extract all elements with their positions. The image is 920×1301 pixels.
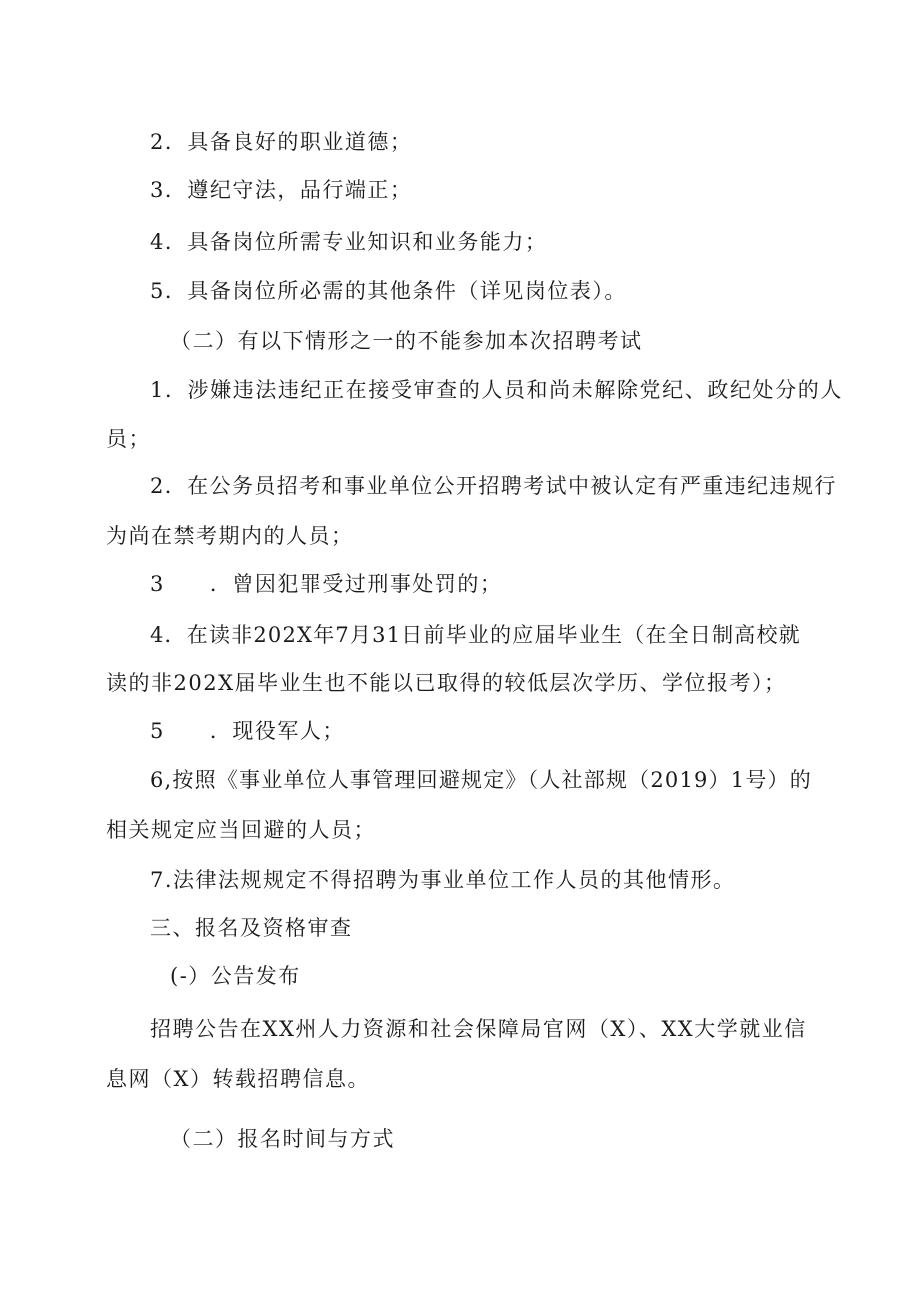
- disqualification-item-3: 3 ．曾因犯罪受过刑事处罚的；: [150, 572, 503, 596]
- condition-item-5: 5．具备岗位所必需的其他条件（详见岗位表）。: [150, 279, 627, 303]
- disqualification-item-6-line1: 6,按照《事业单位人事管理回避规定》（人社部规（2019）1号）的: [150, 768, 812, 792]
- subsection-heading-announcement: (-）公告发布: [170, 964, 301, 988]
- disqualification-item-5: 5 ．现役军人；: [150, 719, 345, 743]
- disqualification-item-4-line1: 4．在读非202X年7月31日前毕业的应届毕业生（在全日制高校就: [150, 623, 801, 647]
- condition-item-2: 2．具备良好的职业道德；: [150, 130, 413, 154]
- disqualification-item-1-line2: 员；: [106, 427, 151, 451]
- disqualification-item-2-line1: 2．在公务员招考和事业单位公开招聘考试中被认定有严重违纪违规行: [150, 474, 837, 498]
- disqualification-item-2-line2: 为尚在禁考期内的人员；: [106, 524, 354, 548]
- disqualification-item-7: 7.法律法规规定不得招聘为事业单位工作人员的其他情形。: [150, 868, 736, 892]
- announcement-paragraph-line1: 招聘公告在XX州人力资源和社会保障局官网（X）、XX大学就业信: [150, 1017, 807, 1041]
- subsection-heading-registration-time: （二）报名时间与方式: [170, 1127, 395, 1151]
- section-heading-disqualifications: （二）有以下情形之一的不能参加本次招聘考试: [170, 329, 643, 353]
- announcement-paragraph-line2: 息网（X）转载招聘信息。: [106, 1067, 370, 1091]
- condition-item-3: 3．遵纪守法，品行端正；: [150, 178, 413, 202]
- disqualification-item-6-line2: 相关规定应当回避的人员；: [106, 818, 376, 842]
- disqualification-item-4-line2: 读的非202X届毕业生也不能以已取得的较低层次学历、学位报考）；: [106, 671, 787, 695]
- condition-item-4: 4．具备岗位所需专业知识和业务能力；: [150, 230, 548, 254]
- part-heading-registration: 三、报名及资格审查: [150, 916, 353, 940]
- disqualification-item-1-line1: 1．涉嫌违法违纪正在接受审查的人员和尚未解除党纪、政纪处分的人: [150, 378, 843, 402]
